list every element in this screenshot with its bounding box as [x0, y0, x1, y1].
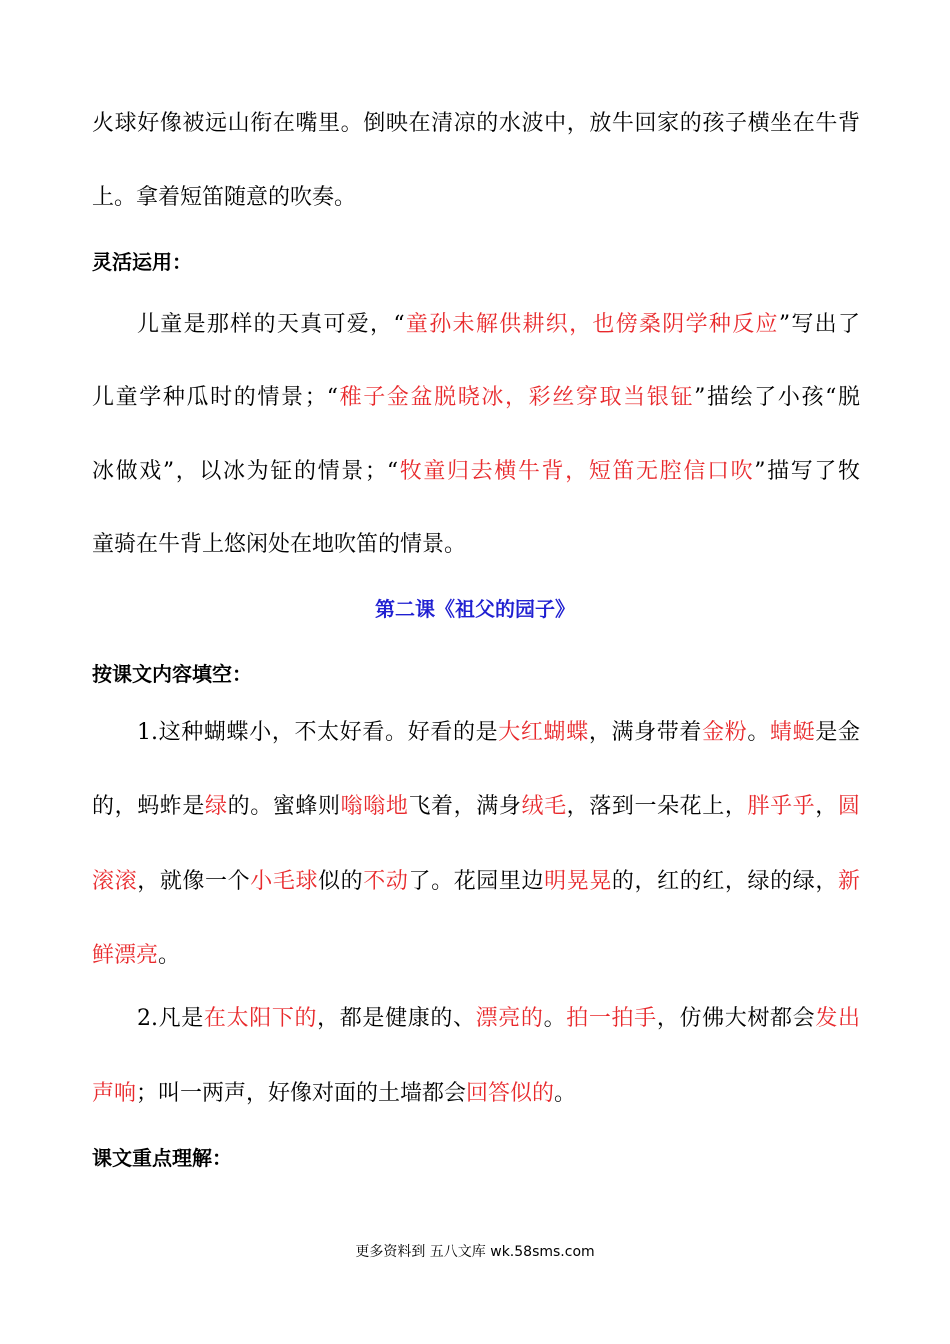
answer: 金粉 — [702, 720, 748, 745]
answer: 在太阳下的 — [203, 1006, 318, 1031]
answer: 新 — [837, 869, 860, 894]
text: 似的 — [318, 869, 364, 894]
answer: 明晃晃 — [544, 869, 612, 894]
text: 。 — [554, 1081, 577, 1106]
answer: 拍一拍手 — [566, 1006, 657, 1031]
flexible-use-line-1 — [137, 310, 860, 340]
text: 飞着，满身 — [408, 794, 522, 819]
answer: 回答似的 — [466, 1081, 555, 1106]
text: 的，红的红，绿的绿， — [611, 869, 838, 894]
fill-blank-p1-line-2 — [92, 792, 860, 822]
flexible-use-line-3 — [92, 457, 860, 487]
text: 。 — [158, 943, 181, 968]
intro-line-2: 上。拿着短笛随意的吹奏。 — [92, 185, 357, 210]
page-footer: 更多资料到 五八文库 wk.58sms.com — [355, 1244, 595, 1260]
fill-blank-p1-line-4 — [92, 941, 860, 971]
answer: 不动 — [363, 869, 409, 894]
text: 1.这种蝴蝶小，不太好看。好看的是 — [137, 720, 499, 745]
intro-line-1: 火球好像被远山衔在嘴里。倒映在清凉的水波中，放牛回家的孩子横坐在牛背 — [92, 111, 860, 136]
flexible-use-line-4: 童骑在牛背上悠闲处在地吹笛的情景。 — [92, 532, 467, 557]
text: 。 — [747, 720, 771, 745]
text: ，满身带着 — [588, 720, 703, 745]
answer: 声响 — [92, 1081, 137, 1106]
text: 儿童学种瓜时的情景；“ — [92, 385, 338, 410]
answer: 圆 — [837, 794, 860, 819]
text: 2.凡是 — [137, 1006, 204, 1031]
text: ，都是健康的、 — [317, 1006, 476, 1031]
answer: 小毛球 — [250, 869, 319, 894]
fill-blank-p1-line-3 — [92, 867, 860, 897]
answer: 嗡嗡地 — [340, 794, 409, 819]
answer: 绒毛 — [521, 794, 567, 819]
answer: 漂亮的 — [475, 1006, 544, 1031]
section-heading-flexible-use: 灵活运用： — [92, 250, 192, 274]
section-heading-fill-blank: 按课文内容填空： — [92, 662, 252, 686]
text: ”描绘了小孩“脱 — [694, 385, 860, 410]
answer: 蜻蜓 — [770, 720, 816, 745]
fill-blank-p2-line-2 — [92, 1079, 860, 1109]
text: 的，蚂蚱是 — [92, 794, 206, 819]
answer: 大红蝴蝶 — [498, 720, 589, 745]
answer: 发出 — [815, 1006, 860, 1031]
answer: 滚滚 — [92, 869, 138, 894]
text: 冰做戏”，以冰为钲的情景；“ — [92, 459, 399, 484]
section-heading-key-points: 课文重点理解： — [92, 1146, 232, 1170]
text: ， — [815, 794, 838, 819]
text: 的。蜜蜂则 — [227, 794, 341, 819]
text: ，仿佛大树都会 — [656, 1006, 816, 1031]
flexible-use-line-2 — [92, 383, 860, 413]
poem-quote: 童孙未解供耕织，也傍桑阴学种反应 — [404, 312, 779, 337]
text: ”描写了牧 — [754, 459, 860, 484]
text: 。 — [543, 1006, 567, 1031]
poem-quote: 牧童归去横牛背，短笛无腔信口吹 — [398, 459, 755, 484]
text: 了。花园里边 — [408, 869, 545, 894]
text: 是金 — [815, 720, 860, 745]
fill-blank-p2-line-1 — [137, 1004, 860, 1034]
poem-quote: 稚子金盆脱晓冰，彩丝穿取当银钲 — [337, 385, 695, 410]
text: ；叫一两声，好像对面的土墙都会 — [136, 1081, 467, 1106]
fill-blank-p1-line-1 — [137, 718, 860, 748]
text: ”写出了 — [778, 312, 860, 337]
lesson-title: 第二课《祖父的园子》 — [375, 597, 575, 621]
answer: 胖乎乎 — [747, 794, 816, 819]
text: ，就像一个 — [137, 869, 251, 894]
answer: 鲜漂亮 — [92, 943, 159, 968]
answer: 绿 — [205, 794, 228, 819]
text: 儿童是那样的天真可爱，“ — [137, 312, 405, 337]
text: ，落到一朵花上， — [566, 794, 748, 819]
